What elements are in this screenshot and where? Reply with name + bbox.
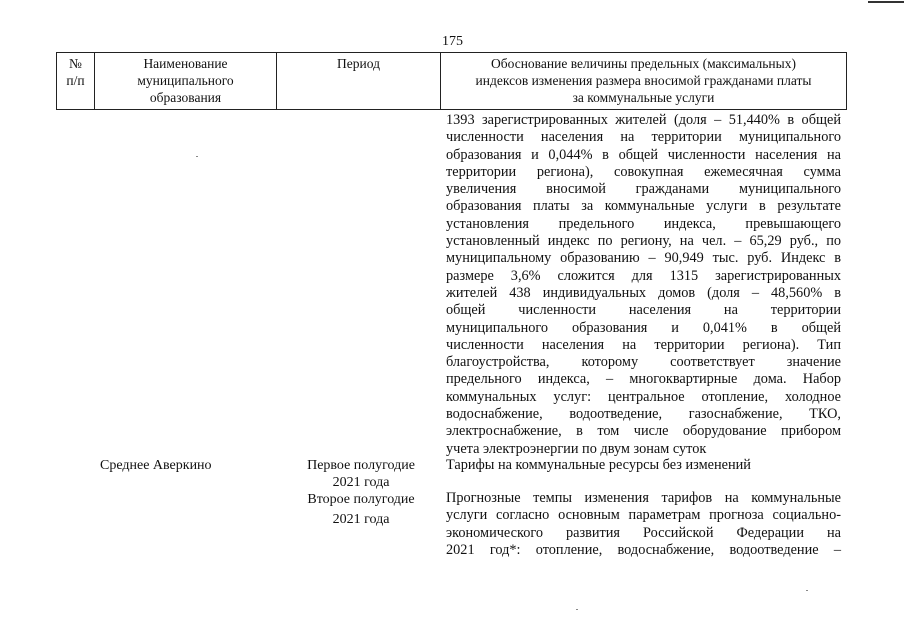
municipality-name: Среднее Аверкино — [100, 458, 212, 473]
header-text: индексов изменения размера вносимой гражданами платы — [475, 73, 812, 88]
scan-speck — [806, 590, 808, 591]
text-line: размере 3,6% сложится для 1315 зарегистрированных — [446, 267, 841, 284]
text-line: благоустройства, которому соответствует значение — [446, 354, 841, 371]
header-col-number — [57, 53, 95, 109]
period-text: 2021 года — [332, 512, 390, 527]
header-text: п/п — [66, 73, 85, 88]
text-line: увеличения вносимой гражданами муниципального — [446, 181, 841, 198]
text-line: Прогнозные темпы изменения тарифов на коммунальные — [446, 490, 841, 506]
text-line: образования платы за коммунальные услуги в результате — [446, 198, 841, 215]
text-line: образования и 0,044% в общей численности населения на — [446, 146, 841, 163]
header-text: муниципального — [137, 73, 234, 88]
text-line: установленный индекс по региону, на чел. – 65,29 руб., по — [446, 233, 841, 250]
scan-speck — [576, 609, 578, 610]
text-line: учета электроэнергии по двум зонам суток — [446, 440, 707, 457]
text-line: водоснабжение, водоотведение, газоснабжение, ТКО, — [446, 406, 841, 423]
text-line: услуги согласно основным параметрам прогноза социально- — [446, 507, 841, 524]
period-text: 2021 года — [332, 475, 390, 490]
period-text: Первое полугодие — [307, 458, 415, 473]
text-line: предельного индекса, – многоквартирные дома. Набор — [446, 371, 841, 388]
header-col-period — [277, 53, 441, 109]
header-text: образования — [149, 90, 222, 105]
table-header — [56, 52, 847, 110]
header-col-basis — [441, 53, 846, 109]
header-col-name — [95, 53, 277, 109]
text-line: муниципального образования и 0,041% в общей — [446, 319, 841, 336]
header-text: за коммунальные услуги — [572, 90, 715, 105]
period-text: Второе полугодие — [307, 492, 415, 507]
text-line: установления предельного индекса, превышающего — [446, 215, 841, 232]
text-line: экономического развития Российской Федерации на — [446, 524, 841, 541]
text-line: коммунальных услуг: центральное отопление, холодное — [446, 388, 841, 405]
header-text: Обоснование величины предельных (максимальных) — [491, 56, 796, 71]
text-line: общей численности населения на территории — [446, 302, 841, 319]
header-text: № — [69, 56, 82, 71]
text-line: муниципальному образованию – 90,949 тыс. руб. Индекс в — [446, 250, 841, 267]
period-second-half — [298, 490, 424, 530]
text-line: жителей 438 индивидуальных домов (доля – 48,560% в — [446, 284, 841, 301]
tariff-first-half: Тарифы на коммунальные ресурсы без изменений — [446, 457, 751, 473]
tariff-second-half — [446, 490, 841, 559]
text-line: территории региона), совокупная ежемесячная сумма — [446, 163, 841, 180]
scan-corner-mark — [868, 1, 904, 3]
period-first-half — [298, 457, 424, 491]
text-line: электроснабжение, в том числе оборудование прибором — [446, 423, 841, 440]
text-line: 1393 зарегистрированных жителей (доля – 51,440% в общей — [446, 112, 841, 128]
text-line: численности населения на территории региона). Тип — [446, 336, 841, 353]
header-text: Наименование — [143, 56, 228, 71]
text-line: 2021 год*: отопление, водоснабжение, водоотведение – — [446, 541, 841, 558]
scan-speck — [196, 156, 198, 157]
text-line: численности населения на территории муниципального — [446, 129, 841, 146]
continuation-paragraph — [446, 112, 841, 458]
page-number: 175 — [442, 34, 463, 49]
header-text: Период — [337, 56, 380, 71]
